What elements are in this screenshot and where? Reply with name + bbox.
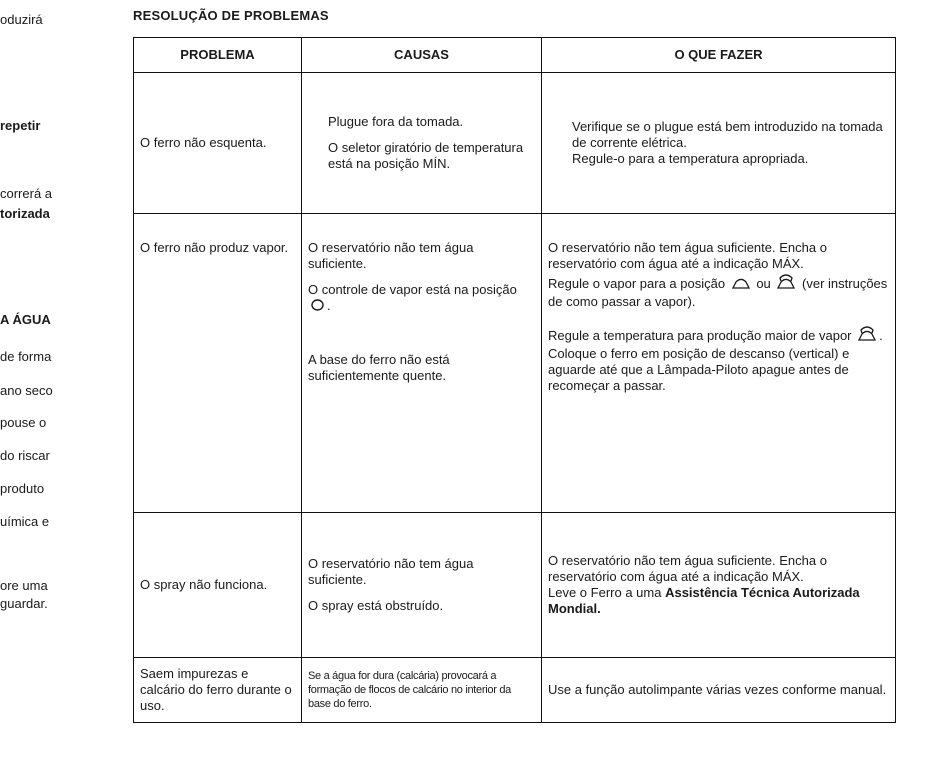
causes-cell <box>302 214 542 513</box>
left-fragment: pouse o <box>0 415 47 430</box>
circle-icon <box>310 298 325 316</box>
header-problem: PROBLEMA <box>134 38 302 73</box>
left-fragment: oduzirá <box>0 12 43 27</box>
left-column-fragments <box>0 0 118 764</box>
problem-text: Saem impurezas e calcário do ferro durante o uso. <box>140 666 292 713</box>
action-text <box>548 585 889 617</box>
action-text: Use a função autolimpante várias vezes conforme manual. <box>548 682 887 697</box>
cause-text: O seletor giratório de temperatura está na posição MÍN. <box>328 140 524 171</box>
steam-high-icon <box>776 272 796 294</box>
actions-cell <box>542 214 896 513</box>
action-text: Regule-o para a temperatura apropriada. <box>572 151 809 166</box>
action-text: Coloque o ferro em posição de descanso (vertical) e aguarde até que a Lâmpada-Piloto apague antes de recomeçar a passar. <box>548 346 850 393</box>
table-row <box>134 658 896 723</box>
action-fragment: ou <box>756 276 771 291</box>
left-fragment: correrá a <box>0 186 53 201</box>
left-fragment: produto <box>0 481 45 496</box>
causes-cell <box>302 73 542 214</box>
actions-cell <box>542 73 896 214</box>
action-fragment: . <box>879 328 883 343</box>
table-row <box>134 513 896 658</box>
action-fragment: (ver instruções de como passar a vapor). <box>548 276 888 309</box>
cause-text: Se a água for dura (calcária) provocará a formação de flocos de calcário no interior da base do ferro. <box>308 670 511 710</box>
table-row <box>134 214 896 513</box>
actions-cell <box>542 513 896 658</box>
problem-text: O spray não funciona. <box>140 577 268 592</box>
left-fragment: A ÁGUA <box>0 312 51 327</box>
action-text <box>548 324 889 346</box>
problem-text: O ferro não esquenta. <box>140 135 267 150</box>
action-text: O reservatório não tem água suficiente. Encha o reservatório com água até a indicação MÁX. <box>548 240 827 271</box>
action-fragment: Leve o Ferro a uma <box>548 585 662 600</box>
cause-text: O reservatório não tem água suficiente. <box>308 240 474 271</box>
header-causes: CAUSAS <box>302 38 542 73</box>
cause-fragment: O controle de vapor está na posição <box>308 282 517 297</box>
causes-cell <box>302 513 542 658</box>
problem-cell <box>134 658 302 723</box>
left-fragment: ore uma <box>0 578 48 593</box>
problem-text: O ferro não produz vapor. <box>140 240 289 255</box>
problem-cell <box>134 513 302 658</box>
cause-text <box>308 282 535 316</box>
table-header-row <box>134 38 896 73</box>
action-text <box>548 272 889 310</box>
cause-text: Plugue fora da tomada. <box>328 114 464 129</box>
problem-cell <box>134 73 302 214</box>
cause-fragment: . <box>327 298 331 313</box>
page-title: RESOLUÇÃO DE PROBLEMAS <box>133 8 329 23</box>
left-fragment: guardar. <box>0 596 48 611</box>
troubleshooting-table <box>133 37 896 723</box>
steam-high-icon <box>857 324 877 346</box>
action-text: Verifique se o plugue está bem introduzido na tomada de corrente elétrica. <box>572 119 883 150</box>
left-fragment: ano seco <box>0 383 53 398</box>
cause-text: A base do ferro não está suficientemente quente. <box>308 352 450 383</box>
left-fragment: de forma <box>0 349 52 364</box>
left-fragment: torizada <box>0 206 50 221</box>
action-fragment: Regule o vapor para a posição <box>548 276 726 291</box>
action-text: O reservatório não tem água suficiente. Encha o reservatório com água até a indicação MÁX. <box>548 553 827 584</box>
cause-text: O spray está obstruído. <box>308 598 444 613</box>
table-row <box>134 73 896 214</box>
action-fragment: Regule a temperatura para produção maior de vapor <box>548 328 852 343</box>
problem-cell <box>134 214 302 513</box>
header-actions: O QUE FAZER <box>542 38 896 73</box>
left-fragment: do riscar <box>0 448 50 463</box>
service-center-name: Assistência Técnica Autorizada Mondial. <box>548 585 860 616</box>
steam-low-icon <box>731 276 751 294</box>
left-fragment: repetir <box>0 118 41 133</box>
left-fragment: uímica e <box>0 514 50 529</box>
cause-text: O reservatório não tem água suficiente. <box>308 556 474 587</box>
actions-cell <box>542 658 896 723</box>
causes-cell <box>302 658 542 723</box>
